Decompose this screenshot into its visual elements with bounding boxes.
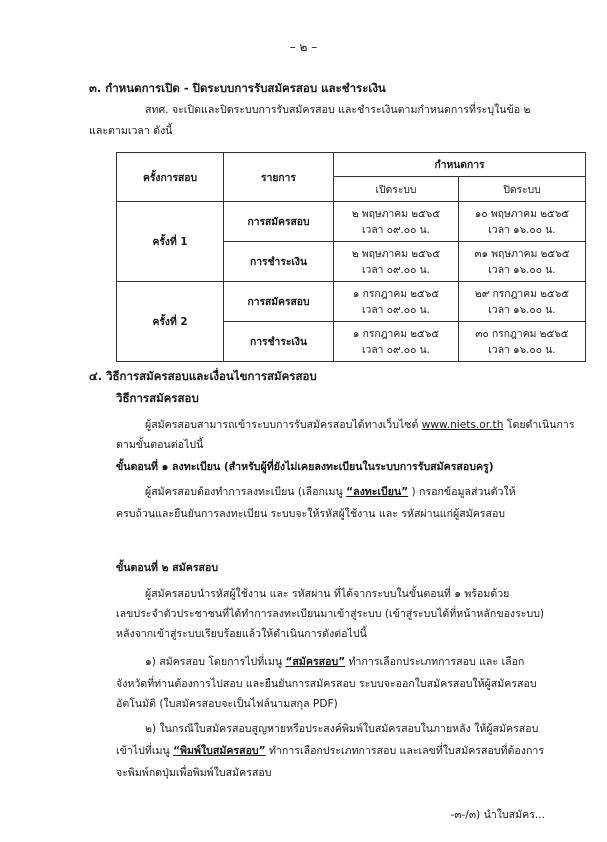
close-date: ๑๐ พฤษภาคม ๒๕๖๕ [474,207,570,220]
header-open: เปิดระบบ [334,177,459,202]
close-date: ๓๑ พฤษภาคม ๒๕๖๕ [474,247,570,260]
register-menu-label: “ลงทะเบียน” [346,486,409,498]
header-close: ปิดระบบ [459,177,586,202]
schedule-table [116,152,586,362]
item-2-text-post: ทำการเลือกประเภทการสอบ และเลขที่ใบสมัครสอบที่ต้องการ [265,745,545,757]
table-cell-item: การชำระเงิน [224,242,334,282]
close-date: ๒๙ กรกฎาคม ๒๕๖๕ [474,287,570,300]
niets-website-link[interactable]: www.niets.or.th [421,419,504,431]
section-3-intro-line1: สทศ. จะเปิดและปิดระบบการรับสมัครสอบ และชำระเงินตามกำหนดการที่ระบุในข้อ ๒ [145,104,531,116]
section-4-heading: ๔. วิธีการสมัครสอบและเงื่อนไขการสมัครสอบ [89,369,317,383]
item-1-line3: อัตโนมัติ (ใบสมัครสอบจะเป็นไฟล์นามสกุล PDF) [116,698,338,710]
close-time: เวลา ๑๖.๐๐ น. [488,343,556,356]
table-cell-open [334,242,459,282]
item-2-line1: ๒) ในกรณีใบสมัครสอบสูญหายหรือประสงค์พิมพ์ใบสมัครสอบในภายหลัง ให้ผู้สมัครสอบ [145,723,539,735]
round-2-label: ครั้งที่ 2 [117,282,224,362]
item-2-line2 [116,744,544,759]
open-date: ๒ พฤษภาคม ๒๕๖๕ [351,247,441,260]
step-1-text-pre: ผู้สมัครสอบต้องทำการลงทะเบียน (เลือกเมนู [145,486,347,498]
open-time: เวลา ๐๙.๐๐ น. [362,223,430,236]
step-1-line2: ครบถ้วนและยืนยันการลงทะเบียน ระบบจะให้รหัสผู้ใช้งาน และ รหัสผ่านแก่ผู้สมัครสอบ [116,508,506,520]
open-time: เวลา ๐๙.๐๐ น. [362,343,430,356]
print-application-menu-label: “พิมพ์ใบสมัครสอบ” [173,745,266,757]
item-2-line3: จะพิมพ์กดปุ่มเพื่อพิมพ์ใบสมัครสอบ [116,767,272,779]
close-time: เวลา ๑๖.๐๐ น. [488,303,556,316]
header-item: รายการ [224,153,334,202]
step-1-text-post: ) กรอกข้อมูลส่วนตัวให้ [408,486,516,498]
table-cell-open [334,202,459,242]
section-3-heading: ๓. กำหนดการเปิด - ปิดระบบการรับสมัครสอบ และชำระเงิน [89,81,386,95]
open-time: เวลา ๐๙.๐๐ น. [362,263,430,276]
item-1-text-post: ทำการเลือกประเภทการสอบ และ เลือก [345,656,525,668]
header-schedule: กำหนดการ [334,153,586,177]
step-1-title: ขั้นตอนที่ ๑ ลงทะเบียน (สำหรับผู้ที่ยังไม่เคยลงทะเบียนในระบบการรับสมัครสอบครู) [116,461,494,473]
section-3-intro-line2: และตามเวลา ดังนี้ [89,125,173,137]
item-2-text-pre: เข้าไปที่เมนู [116,745,174,757]
item-1-text-pre: ๑) สมัครสอบ โดยการไปที่เมนู [145,656,286,668]
close-time: เวลา ๑๖.๐๐ น. [488,223,556,236]
table-cell-close [459,242,586,282]
apply-menu-label: “สมัครสอบ” [285,656,346,668]
item-1-line1 [145,655,524,670]
table-cell-close [459,202,586,242]
intro-paragraph-line2: ตามขั้นตอนต่อไปนี้ [116,439,204,451]
open-date: ๑ กรกฎาคม ๒๕๖๕ [352,287,440,300]
close-time: เวลา ๑๖.๐๐ น. [488,263,556,276]
step-2-line1: ผู้สมัครสอบนำรหัสผู้ใช้งาน และ รหัสผ่าน ที่ได้จากระบบในขั้นตอนที่ ๑ พร้อมด้วย [145,588,510,600]
step-2-title: ขั้นตอนที่ ๒ สมัครสอบ [116,562,219,574]
close-date: ๓๐ กรกฎาคม ๒๕๖๕ [475,327,569,340]
intro-text-pre: ผู้สมัครสอบสามารถเข้าระบบการรับสมัครสอบได้ทางเว็บไซต์ [145,419,422,431]
page-number: – ๒ – [289,40,318,54]
continuation-footer: -๓-/๓) นำใบสมัคร... [450,809,545,821]
header-round: ครั้งการสอบ [117,153,224,202]
open-date: ๑ กรกฎาคม ๒๕๖๕ [352,327,440,340]
step-2-line2: เลขประจำตัวประชาชนที่ได้ทำการลงทะเบียนมาเข้าสู่ระบบ (เข้าสู่ระบบได้ที่หน้าหลักของระบบ) [116,608,545,620]
step-2-line3: หลังจากเข้าสู่ระบบเรียบร้อยแล้วให้ดำเนินการดังต่อไปนี้ [116,628,367,640]
table-cell-item: การสมัครสอบ [224,282,334,322]
round-1-label: ครั้งที่ 1 [117,202,224,282]
table-cell-open [334,322,459,362]
table-cell-close [459,282,586,322]
item-1-line2: จังหวัดที่ท่านต้องการไปสอบ และยืนยันการสมัครสอบ ระบบจะออกใบสมัครสอบให้ผู้สมัครสอบ [116,678,537,690]
open-date: ๒ พฤษภาคม ๒๕๖๕ [351,207,441,220]
step-1-line1 [145,485,516,500]
table-cell-item: การชำระเงิน [224,322,334,362]
intro-paragraph-line1 [145,418,575,433]
open-time: เวลา ๐๙.๐๐ น. [362,303,430,316]
table-cell-close [459,322,586,362]
table-cell-open [334,282,459,322]
section-4-subheading: วิธีการสมัครสอบ [116,391,199,405]
table-cell-item: การสมัครสอบ [224,202,334,242]
intro-text-post: โดยดำเนินการ [503,419,575,431]
